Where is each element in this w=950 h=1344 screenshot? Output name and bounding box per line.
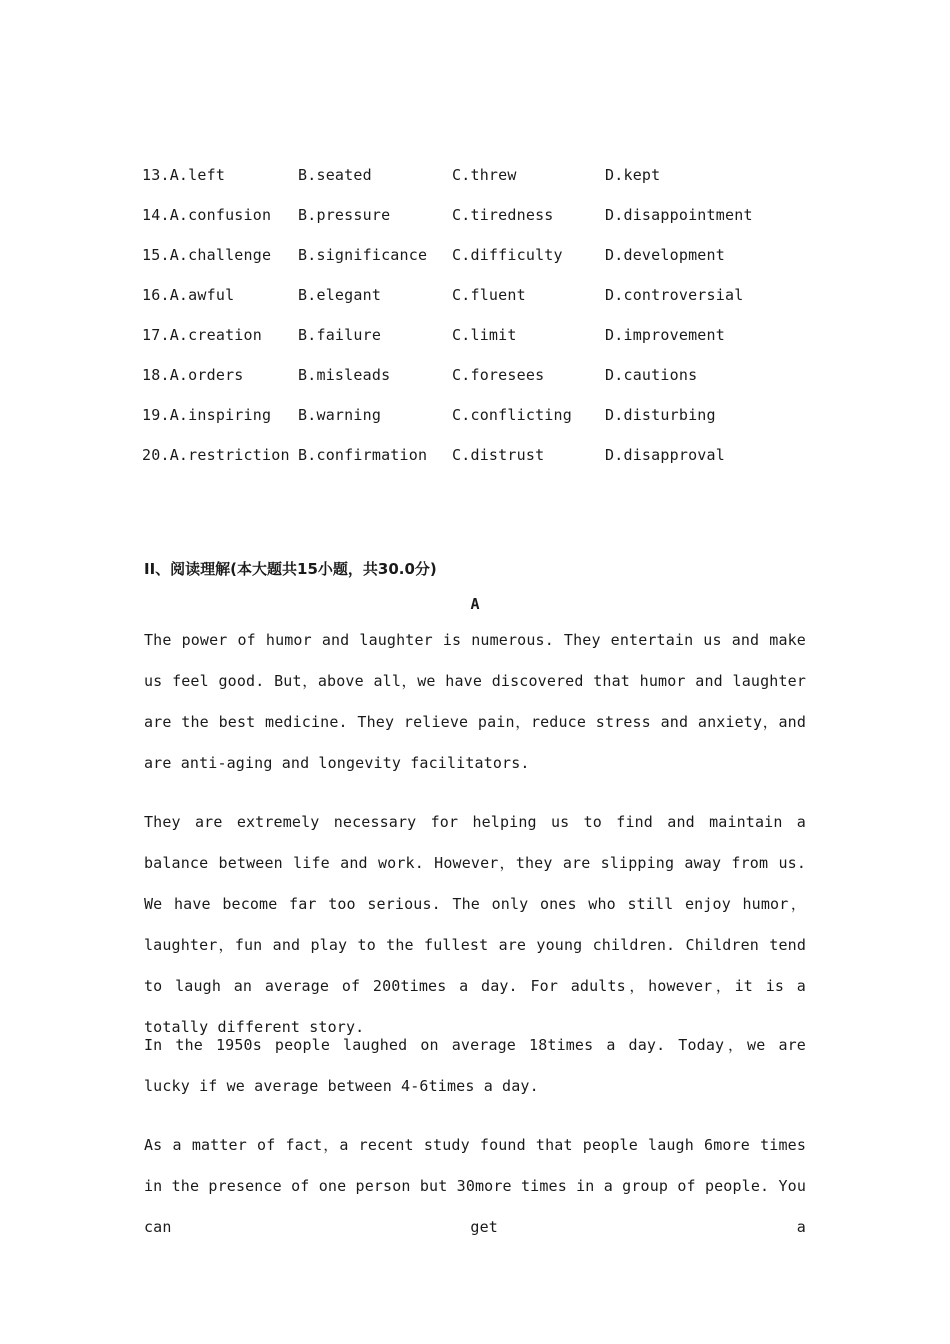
passage-paragraph: As a matter of fact，a recent study found that people laugh 6more times in the presence of one person but 30more times in a group of people. You can get a <box>144 1136 806 1236</box>
option-d: D.development <box>605 246 725 264</box>
passage-paragraph: The power of humor and laughter is numerous. They entertain us and make us feel good. But，above all，we have discovered that humor and laughter are the best medicine. They relieve pain，reduce stress and anxiety，and are anti-aging and longevity facilitators. <box>144 631 806 772</box>
option-c: C.difficulty <box>452 246 563 264</box>
answer-options <box>142 166 842 486</box>
option-c: C.distrust <box>452 446 545 464</box>
option-a: 18.A.orders <box>142 366 244 384</box>
option-b: B.elegant <box>298 286 382 304</box>
option-d: D.controversial <box>605 286 744 304</box>
passage-paragraph: In the 1950s people laughed on average 18times a day. Today，we are lucky if we average between 4-6times a day. <box>144 1036 806 1095</box>
option-c: C.conflicting <box>452 406 572 424</box>
option-b: B.failure <box>298 326 382 344</box>
option-c: C.foresees <box>452 366 545 384</box>
option-a: 19.A.inspiring <box>142 406 272 424</box>
option-b: B.warning <box>298 406 382 424</box>
question-row <box>142 166 842 206</box>
question-row <box>142 446 842 486</box>
option-d: D.disappointment <box>605 206 753 224</box>
option-b: B.pressure <box>298 206 391 224</box>
section-heading: II、阅读理解(本大题共15小题，共30.0分) <box>144 560 437 578</box>
option-b: B.confirmation <box>298 446 428 464</box>
option-d: D.improvement <box>605 326 725 344</box>
option-d: D.kept <box>605 166 661 184</box>
question-row <box>142 366 842 406</box>
option-c: C.tiredness <box>452 206 554 224</box>
option-b: B.seated <box>298 166 372 184</box>
option-d: D.disturbing <box>605 406 716 424</box>
option-a: 13.A.left <box>142 166 226 184</box>
option-a: 14.A.confusion <box>142 206 272 224</box>
option-a: 20.A.restriction <box>142 446 290 464</box>
option-a: 17.A.creation <box>142 326 262 344</box>
option-b: B.significance <box>298 246 428 264</box>
question-row <box>142 286 842 326</box>
question-row <box>142 326 842 366</box>
passage-title: A <box>470 595 480 613</box>
option-a: 16.A.awful <box>142 286 235 304</box>
option-b: B.misleads <box>298 366 391 384</box>
passage-paragraph: They are extremely necessary for helping us to find and maintain a balance between life and work. However，they are slipping away from us. We have become far too serious. The only ones who still enjoy humor，laughter，fun and play to the fullest are young children. Children tend to laugh an average of 200times a day. For adults，however，it is a totally different story. <box>144 813 806 1036</box>
question-row <box>142 406 842 446</box>
question-row <box>142 206 842 246</box>
option-c: C.threw <box>452 166 517 184</box>
option-d: D.disapproval <box>605 446 725 464</box>
option-c: C.limit <box>452 326 517 344</box>
option-a: 15.A.challenge <box>142 246 272 264</box>
option-d: D.cautions <box>605 366 698 384</box>
question-row <box>142 246 842 286</box>
option-c: C.fluent <box>452 286 526 304</box>
